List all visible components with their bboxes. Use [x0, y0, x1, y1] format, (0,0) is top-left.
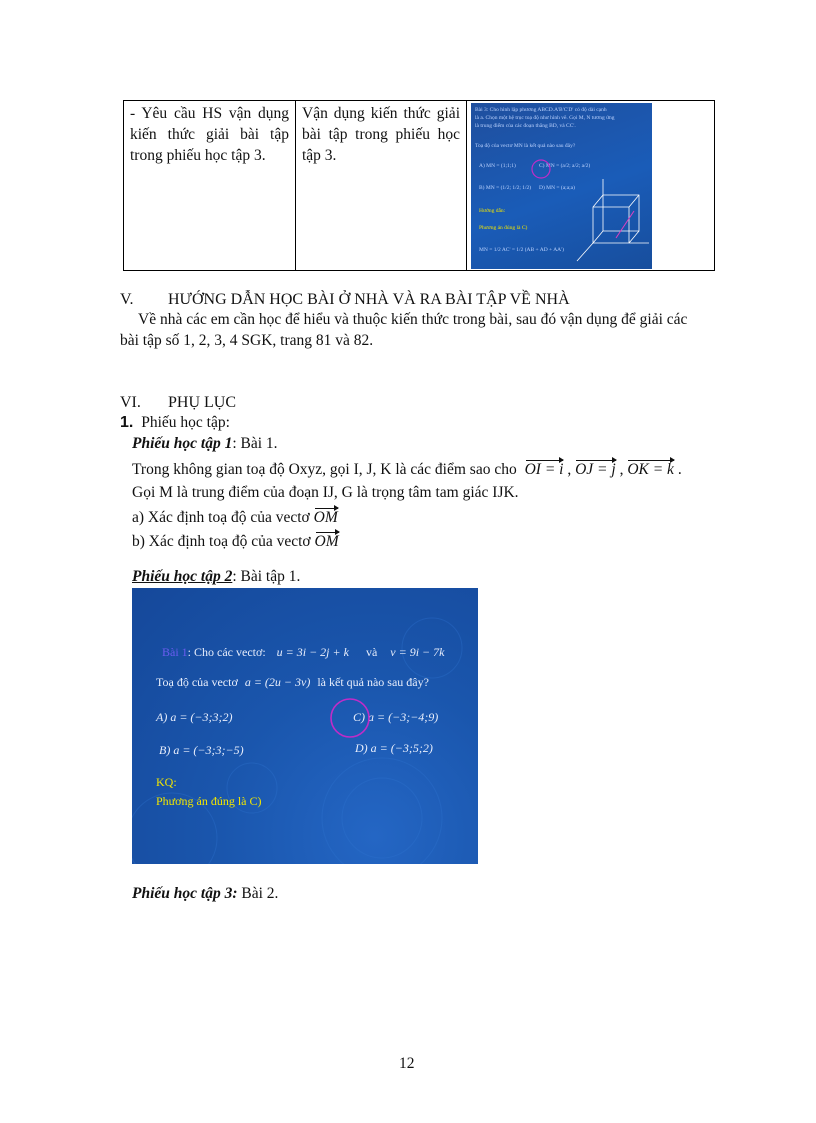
section-6-title: PHỤ LỤC — [168, 394, 237, 411]
section-6-number: VI. — [120, 394, 141, 411]
sheet-3-heading — [132, 885, 278, 903]
sheet-1-line-2: Gọi M là trung điểm của đoạn IJ, G là trọng tâm tam giác IJK. — [132, 484, 519, 501]
appendix-item-1 — [120, 414, 230, 432]
sheet-1-question-a — [132, 506, 338, 527]
answer-circle-icon — [328, 696, 372, 740]
sheet-1-label: Phiếu học tập 1 — [132, 435, 233, 452]
sheet-2-heading — [132, 568, 300, 586]
slide-answer: Phương án đúng là C) — [156, 794, 262, 808]
question-b-text: b) Xác định toạ độ của vectơ — [132, 533, 311, 550]
slide-kq-label: KQ: — [156, 775, 177, 789]
section-5-heading — [120, 291, 570, 309]
vector-om-b: OM — [315, 530, 339, 551]
thumb-hint-answer: Phương án đúng là C) — [479, 225, 528, 231]
slide-thumbnail-cell — [467, 101, 714, 270]
sheet-3-label: Phiếu học tập 3: — [132, 885, 238, 902]
section-5-title: HƯỚNG DẪN HỌC BÀI Ở NHÀ VÀ RA BÀI TẬP VỀ NHÀ — [168, 291, 570, 308]
section-5-para-line-2: bài tập số 1, 2, 3, 4 SGK, trang 81 và 82. — [120, 332, 374, 349]
eq-oj: OJ = j — [575, 458, 616, 479]
sheet-1-line-1: Trong không gian toạ độ Oxyz, gọi I, J, K là các điểm sao cho OI = i , OJ = j , OK = k . — [132, 458, 682, 479]
sheet-3-sep: Bài 2. — [237, 885, 279, 902]
slide-option-a: A) a = (−3;3;2) — [156, 710, 233, 724]
slide-question-line — [156, 675, 429, 690]
teacher-activity-text: - Yêu cầu HS vận dụng kiến thức giải bài tập trong phiếu học tập 3. — [130, 105, 289, 164]
slide-thumbnail — [471, 103, 652, 269]
thumb-option-b: B) MN = (1/2; 1/2; 1/2) — [479, 185, 532, 191]
thumb-line-4: Toạ độ của vectơ MN là kết quả nào sau đây? — [475, 143, 576, 149]
slide-bai-label: Bài 1 — [162, 645, 188, 659]
answer-circle — [532, 160, 550, 178]
slide-u-expr: u = 3i − 2j + k — [276, 645, 349, 659]
slide-va: và — [365, 645, 378, 659]
section-6-heading — [120, 394, 237, 412]
sheet-1-heading — [132, 435, 278, 453]
cube-lines — [577, 179, 649, 261]
thumb-hint-label: Hướng dẫn: — [479, 208, 506, 214]
slide-image — [132, 588, 478, 864]
thumb-option-d: D) MN = (a;a;a) — [539, 185, 575, 191]
sheet-1-line-1-text: Trong không gian toạ độ Oxyz, gọi I, J, K là các điểm sao cho — [132, 461, 517, 478]
thumb-formula: MN = 1/2 AC' = 1/2 (AB + AD + AA') — [479, 247, 564, 253]
thumb-line-1: Bài 3: Cho hình lập phương ABCD.A'B'C'D' có độ dài cạnh — [475, 107, 607, 113]
sheet-1-sep: : Bài 1. — [232, 435, 278, 452]
eq-ok: OK = k — [627, 458, 674, 479]
sheet-2-sep: : Bài tập 1. — [232, 568, 301, 585]
thumb-line-2: là a. Chọn một hệ trục toạ độ như hình vẽ. Gọi M, N tương ứng — [475, 115, 615, 121]
slide-intro: : Cho các vectơ: — [187, 645, 266, 659]
slide-option-c: C) a = (−3;−4;9) — [353, 710, 439, 724]
thumb-option-c: C) MN = (a/2; a/2; a/2) — [539, 163, 591, 169]
slide-background-swirls — [132, 588, 478, 864]
student-activity-text: Vận dụng kiến thức giải bài tập trong phiếu học tập 3. — [302, 105, 460, 164]
appendix-item-title: Phiếu học tập: — [141, 414, 230, 431]
slide-question: Toạ độ của vectơ — [156, 675, 238, 689]
slide-problem-line — [162, 645, 444, 660]
section-5-para-line-1: Về nhà các em cần học để hiểu và thuộc kiến thức trong bài, sau đó vận dụng để giải các — [138, 311, 688, 328]
activity-table — [123, 100, 715, 271]
eq-oi: OI = i — [525, 458, 564, 479]
slide-option-d: D) a = (−3;5;2) — [355, 741, 433, 755]
question-a-text: a) Xác định toạ độ của vectơ — [132, 509, 310, 526]
sheet-2-label: Phiếu học tập 2 — [132, 568, 233, 585]
vector-om-a: OM — [314, 506, 338, 527]
mn-vector — [616, 211, 634, 238]
sheet-1-question-b — [132, 530, 339, 551]
section-5-number: V. — [120, 291, 134, 308]
thumb-option-a: A) MN = (1;1;1) — [479, 163, 516, 169]
student-activity-cell — [296, 101, 467, 270]
teacher-activity-cell — [124, 101, 296, 270]
slide-question-end: là kết quả nào sau đây? — [317, 675, 429, 689]
appendix-item-number: 1. — [120, 414, 134, 431]
thumb-line-3: là trung điểm của các đoạn thẳng BD, và CC'. — [475, 123, 576, 129]
slide-a-expr: a = (2u − 3v) — [244, 675, 311, 689]
page-number: 12 — [399, 1055, 415, 1072]
cube-diagram — [471, 103, 652, 269]
slide-v-expr: v = 9i − 7k — [390, 645, 445, 659]
slide-option-b: B) a = (−3;3;−5) — [159, 743, 244, 757]
